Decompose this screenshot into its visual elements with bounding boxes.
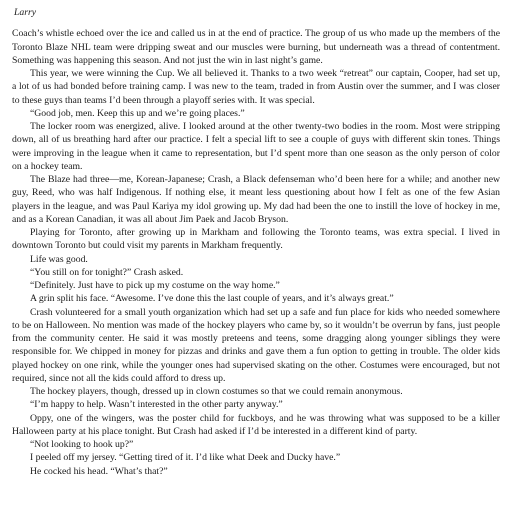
- paragraph: Playing for Toronto, after growing up in Markham and following the Toronto teams, was extra special. I lived in downtown Toronto but could visit my parents in Markham frequently.: [12, 227, 500, 252]
- paragraph: Crash volunteered for a small youth organization which had set up a safe and fun place for kids who needed somewhere to be on Halloween. No mention was made of the hockey players who came by, so it wouldn’t be overrun by fans, just people from the community center. He said it was mostly preteens and teens, some dragging along younger siblings they were responsible for. We chipped in money for pizzas and drinks and gave them a fun option to getting in trouble. The older kids played hockey on one rink, while the younger ones had supervised skating on the other. Costumes were encouraged, but not required, since not all the kids could afford to dress up.: [12, 306, 500, 384]
- paragraph: “Good job, men. Keep this up and we’re going places.”: [30, 107, 245, 119]
- paragraph: The locker room was energized, alive. I looked around at the other twenty-two bodies in the room. Most were stripping down, all of us breathing hard after our practice. I felt a special lift to see a couple of guys with different skin tones. Things were improving in the league when it came to representation, but I’d spent more than one season as the only person of color on a hockey team.: [12, 121, 500, 172]
- paragraph: A grin split his face. “Awesome. I’ve done this the last couple of years, and it’s always great.”: [30, 293, 394, 305]
- paragraph: This year, we were winning the Cup. We all believed it. Thanks to a two week “retreat” our captain, Cooper, had set up, a lot of us had bonded before training camp. I was new to the team, traded in from Austin over the summer, and I was closer to these guys than teams I’d been through a playoff series with. It was special.: [12, 68, 500, 106]
- body-text: [12, 27, 500, 478]
- paragraph: Coach’s whistle echoed over the ice and called us in at the end of practice. The group of us who made up the members of the Toronto Blaze NHL team were dripping sweat and our muscles were burning, but underneath was a thread of contentment. Something was happening this season. And not just the win in last night’s game.: [12, 28, 500, 66]
- paragraph: Oppy, one of the wingers, was the poster child for fuckboys, and he was throwing what was supposed to be a killer Halloween party at his place tonight. But Crash had asked if I’d be interested in a different kind of party.: [12, 412, 500, 437]
- paragraph: “I’m happy to help. Wasn’t interested in the other party anyway.”: [30, 399, 283, 411]
- paragraph: He cocked his head. “What’s that?”: [30, 465, 168, 477]
- paragraph: The hockey players, though, dressed up in clown costumes so that we could remain anonymous.: [30, 386, 403, 397]
- paragraph: Life was good.: [30, 253, 88, 265]
- paragraph: “Definitely. Just have to pick up my costume on the way home.”: [30, 280, 280, 291]
- running-header: Larry: [14, 7, 37, 18]
- book-page: [12, 6, 500, 478]
- paragraph: I peeled off my jersey. “Getting tired of it. I’d like what Deek and Ducky have.”: [30, 452, 341, 464]
- paragraph: “You still on for tonight?” Crash asked.: [30, 266, 184, 278]
- paragraph: The Blaze had three—me, Korean-Japanese; Crash, a Black defenseman who’d been here for a while; and another new guy, Reed, who was half Indigenous. If nothing else, it meant less questioning about how I felt as one of the few Asian players in the league, and was Paul Kariya my idol growing up. My dad had been the one to instill the love of hockey in me, and as a Korean Canadian, it was all about Jim Paek and Jacob Bryson.: [12, 174, 500, 225]
- paragraph: “Not looking to hook up?”: [30, 439, 134, 450]
